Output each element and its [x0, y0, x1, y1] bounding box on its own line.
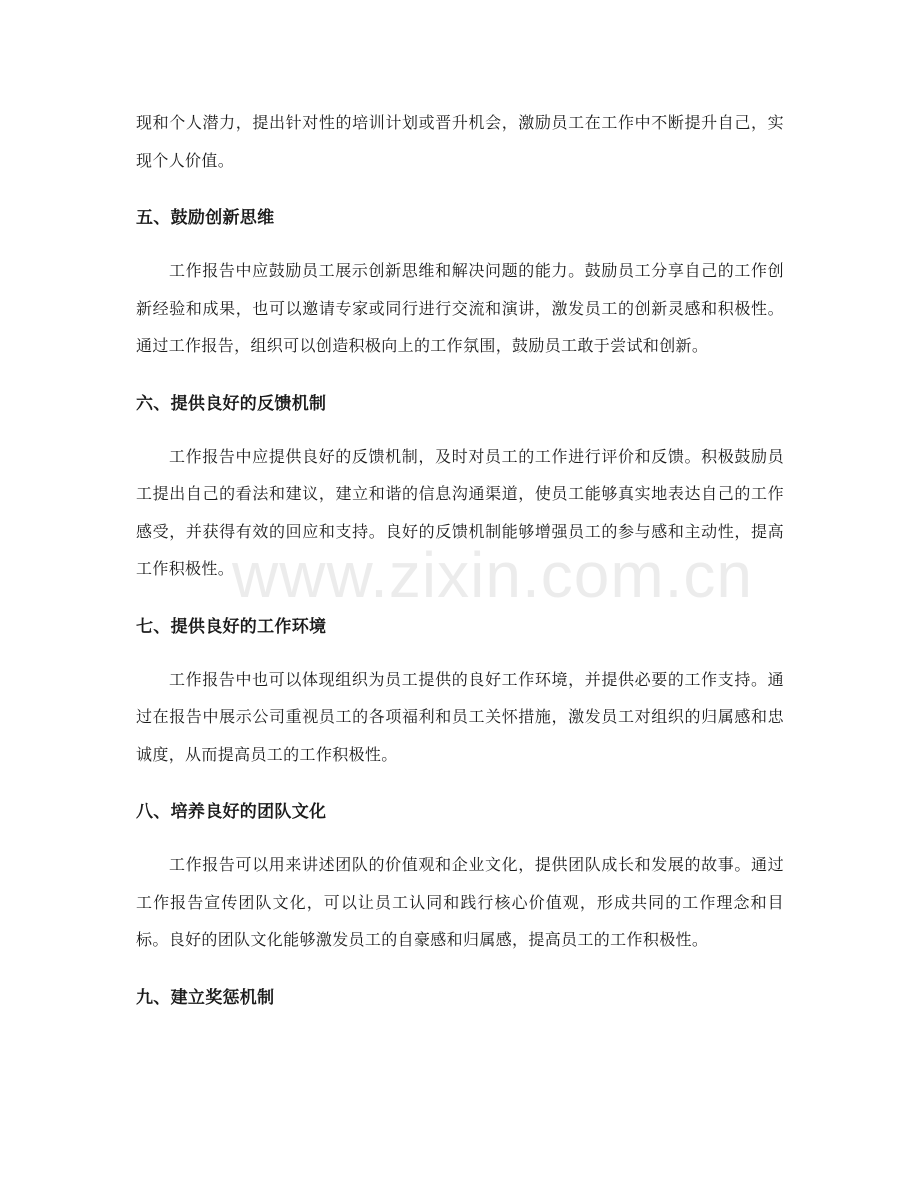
section-body-8: 工作报告可以用来讲述团队的价值观和企业文化，提供团队成长和发展的故事。通过工作报告宣传团队文化，可以让员工认同和践行核心价值观，形成共同的工作理念和目标。良好的团队文化能够激发员工的自豪感和归属感，提高员工的工作积极性。	[136, 855, 784, 949]
section-heading-6: 六、提供良好的反馈机制	[136, 393, 327, 414]
section-heading-7: 七、提供良好的工作环境	[136, 616, 327, 637]
intro-paragraph: 现和个人潜力，提出针对性的培训计划或晋升机会，激励员工在工作中不断提升自己，实现个人价值。	[136, 113, 784, 170]
section-heading-9: 九、建立奖惩机制	[136, 987, 275, 1008]
section-heading-8: 八、培养良好的团队文化	[136, 802, 327, 822]
document-body	[136, 104, 784, 1011]
section-heading-5: 五、鼓励创新思维	[136, 208, 275, 228]
section-body-5: 工作报告中应鼓励员工展示创新思维和解决问题的能力。鼓励员工分享自己的工作创新经验和成果，也可以邀请专家或同行进行交流和演讲，激发员工的创新灵感和积极性。通过工作报告，组织可以创造积极向上的工作氛围，鼓励员工敢于尝试和创新。	[136, 261, 784, 355]
watermark: www.zixin.com.cn	[232, 539, 753, 611]
section-body-7: 工作报告中也可以体现组织为员工提供的良好工作环境，并提供必要的工作支持。通过在报告中展示公司重视员工的各项福利和员工关怀措施，激发员工对组织的归属感和忠诚度，从而提高员工的工作积极性。	[136, 669, 784, 764]
section-body-6: 工作报告中应提供良好的反馈机制，及时对员工的工作进行评价和反馈。积极鼓励员工提出自己的看法和建议，建立和谐的信息沟通渠道，使员工能够真实地表达自己的工作感受，并获得有效的回应和支持。良好的反馈机制能够增强员工的参与感和主动性，提高工作积极性。	[136, 446, 784, 578]
